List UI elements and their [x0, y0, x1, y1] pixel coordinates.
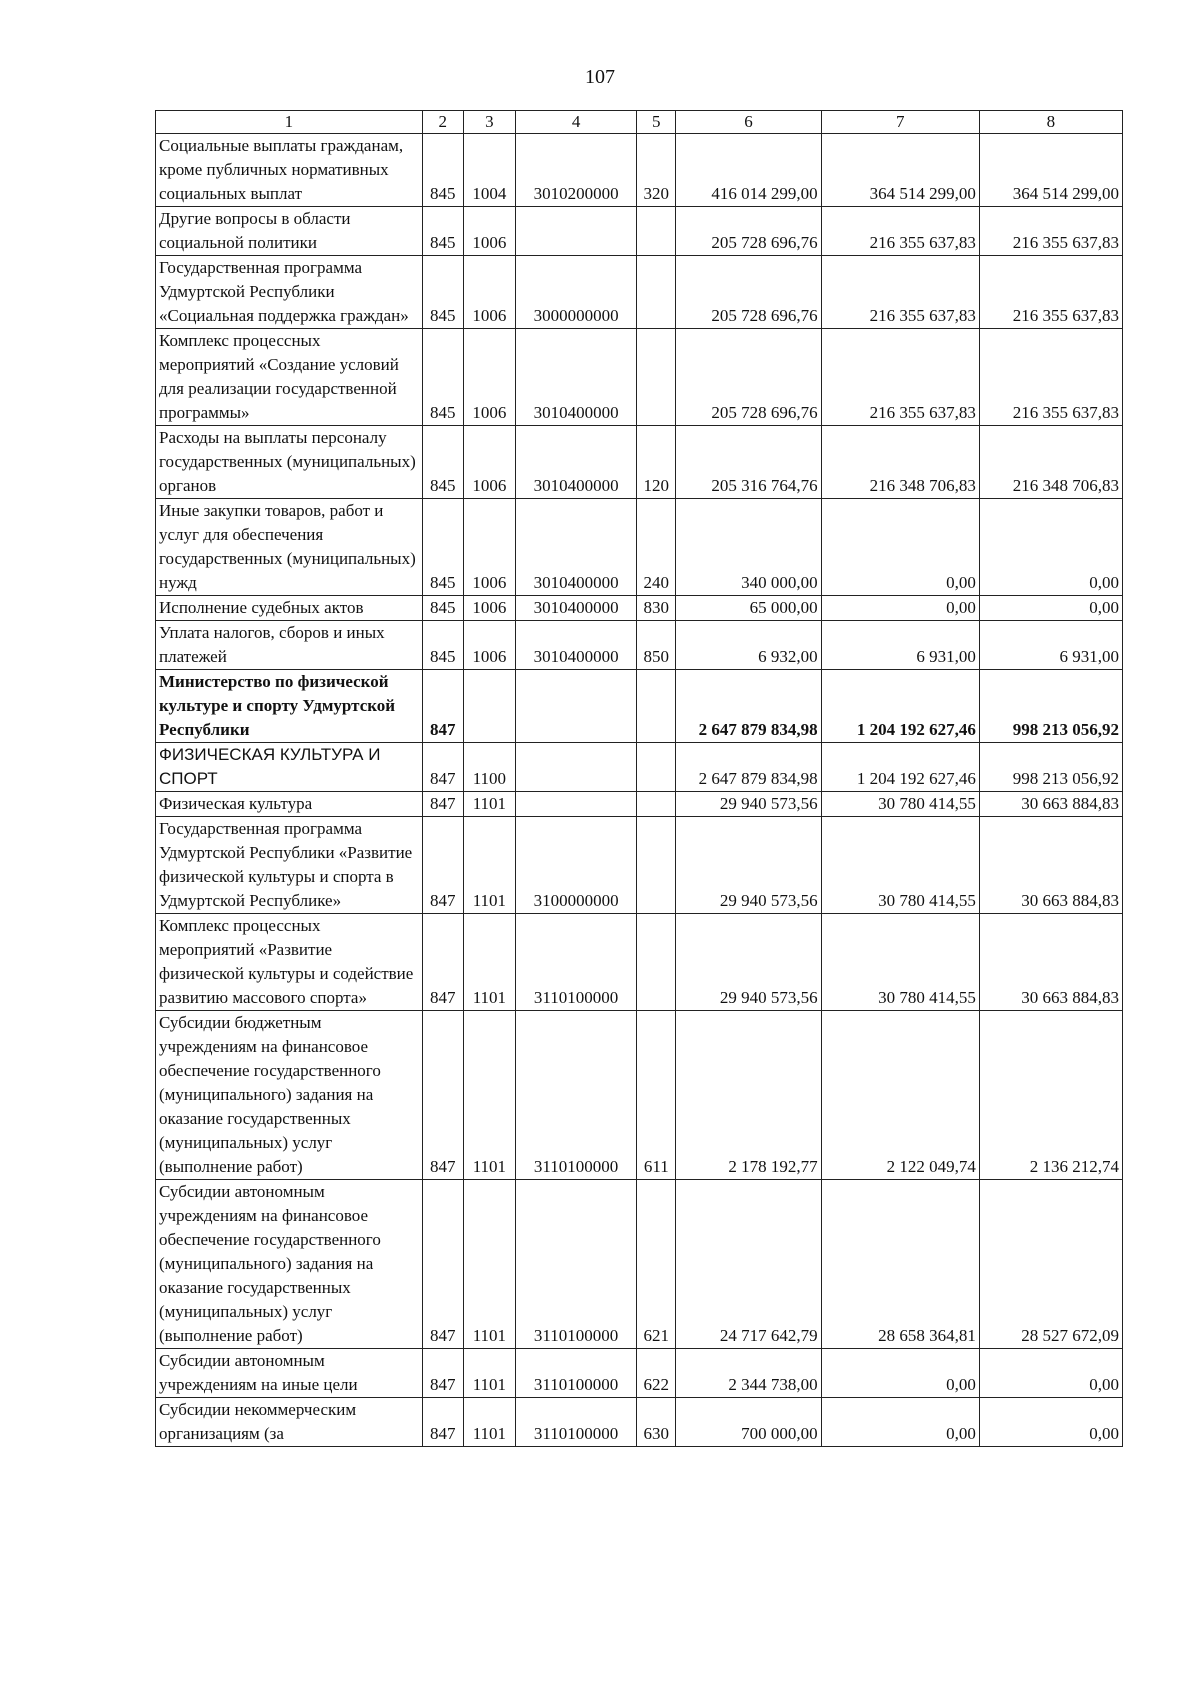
header-col-6: 6	[676, 111, 821, 134]
amount-col-6: 416 014 299,00	[676, 134, 821, 207]
amount-col-7: 0,00	[821, 596, 979, 621]
expense-type-code: 622	[637, 1349, 676, 1398]
amount-col-8: 28 527 672,09	[979, 1180, 1122, 1349]
ved-code: 845	[422, 134, 463, 207]
amount-col-6: 29 940 573,56	[676, 792, 821, 817]
amount-col-7: 216 355 637,83	[821, 329, 979, 426]
amount-col-7: 0,00	[821, 499, 979, 596]
amount-col-8: 216 355 637,83	[979, 329, 1122, 426]
amount-col-7: 30 780 414,55	[821, 914, 979, 1011]
expense-type-code: 621	[637, 1180, 676, 1349]
amount-col-6: 205 728 696,76	[676, 207, 821, 256]
table-row	[156, 914, 1123, 1011]
section-code: 1006	[463, 256, 515, 329]
target-article-code: 3110100000	[515, 1398, 636, 1447]
amount-col-6: 65 000,00	[676, 596, 821, 621]
section-code: 1006	[463, 621, 515, 670]
table-row	[156, 621, 1123, 670]
ved-code: 845	[422, 499, 463, 596]
row-name: ФИЗИЧЕСКАЯ КУЛЬТУРА И СПОРТ	[156, 743, 423, 792]
ved-code: 847	[422, 743, 463, 792]
amount-col-6: 2 647 879 834,98	[676, 743, 821, 792]
amount-col-6: 700 000,00	[676, 1398, 821, 1447]
ved-code: 847	[422, 792, 463, 817]
target-article-code: 3110100000	[515, 1349, 636, 1398]
amount-col-7: 6 931,00	[821, 621, 979, 670]
ved-code: 845	[422, 596, 463, 621]
table-row	[156, 207, 1123, 256]
table-row	[156, 134, 1123, 207]
target-article-code: 3110100000	[515, 1180, 636, 1349]
section-code: 1004	[463, 134, 515, 207]
amount-col-6: 2 178 192,77	[676, 1011, 821, 1180]
budget-table-body	[156, 134, 1123, 1447]
target-article-code: 3110100000	[515, 1011, 636, 1180]
amount-col-8: 30 663 884,83	[979, 792, 1122, 817]
target-article-code	[515, 207, 636, 256]
amount-col-6: 29 940 573,56	[676, 817, 821, 914]
amount-col-8: 998 213 056,92	[979, 743, 1122, 792]
expense-type-code	[637, 792, 676, 817]
expense-type-code: 120	[637, 426, 676, 499]
table-row	[156, 1180, 1123, 1349]
amount-col-7: 0,00	[821, 1398, 979, 1447]
table-row	[156, 596, 1123, 621]
header-col-7: 7	[821, 111, 979, 134]
amount-col-8: 0,00	[979, 596, 1122, 621]
header-col-8: 8	[979, 111, 1122, 134]
row-name: Государственная программа Удмуртской Республики «Социальная поддержка граждан»	[156, 256, 423, 329]
section-code: 1006	[463, 499, 515, 596]
amount-col-6: 24 717 642,79	[676, 1180, 821, 1349]
table-row	[156, 256, 1123, 329]
row-name: Субсидии некоммерческим организациям (за	[156, 1398, 423, 1447]
row-name: Иные закупки товаров, работ и услуг для обеспечения государственных (муниципальных) нужд	[156, 499, 423, 596]
table-row	[156, 426, 1123, 499]
amount-col-7: 364 514 299,00	[821, 134, 979, 207]
row-name: Государственная программа Удмуртской Республики «Развитие физической культуры и спорта в Удмуртской Республике»	[156, 817, 423, 914]
section-code: 1101	[463, 1180, 515, 1349]
ved-code: 847	[422, 914, 463, 1011]
amount-col-8: 30 663 884,83	[979, 817, 1122, 914]
header-col-5: 5	[637, 111, 676, 134]
expense-type-code	[637, 817, 676, 914]
expense-type-code	[637, 743, 676, 792]
table-row	[156, 792, 1123, 817]
row-name: Расходы на выплаты персоналу государственных (муниципальных) органов	[156, 426, 423, 499]
target-article-code	[515, 670, 636, 743]
amount-col-6: 205 316 764,76	[676, 426, 821, 499]
section-code: 1101	[463, 1398, 515, 1447]
target-article-code: 3010400000	[515, 329, 636, 426]
target-article-code: 3010400000	[515, 499, 636, 596]
expense-type-code: 830	[637, 596, 676, 621]
ved-code: 845	[422, 426, 463, 499]
table-row	[156, 1349, 1123, 1398]
ved-code: 847	[422, 1011, 463, 1180]
amount-col-6: 29 940 573,56	[676, 914, 821, 1011]
amount-col-7: 28 658 364,81	[821, 1180, 979, 1349]
target-article-code: 3010400000	[515, 596, 636, 621]
expense-type-code: 611	[637, 1011, 676, 1180]
section-code: 1100	[463, 743, 515, 792]
row-name: Комплекс процессных мероприятий «Развитие физической культуры и содействие развитию массового спорта»	[156, 914, 423, 1011]
target-article-code	[515, 792, 636, 817]
expense-type-code	[637, 207, 676, 256]
target-article-code	[515, 743, 636, 792]
ved-code: 847	[422, 670, 463, 743]
amount-col-6: 2 647 879 834,98	[676, 670, 821, 743]
ved-code: 847	[422, 1398, 463, 1447]
expense-type-code	[637, 329, 676, 426]
table-row	[156, 817, 1123, 914]
amount-col-6: 205 728 696,76	[676, 329, 821, 426]
section-code: 1006	[463, 329, 515, 426]
expense-type-code: 850	[637, 621, 676, 670]
amount-col-7: 30 780 414,55	[821, 817, 979, 914]
amount-col-7: 1 204 192 627,46	[821, 743, 979, 792]
table-row	[156, 329, 1123, 426]
amount-col-8: 998 213 056,92	[979, 670, 1122, 743]
amount-col-6: 6 932,00	[676, 621, 821, 670]
amount-col-6: 2 344 738,00	[676, 1349, 821, 1398]
amount-col-7: 216 355 637,83	[821, 207, 979, 256]
header-col-3: 3	[463, 111, 515, 134]
ved-code: 847	[422, 1180, 463, 1349]
target-article-code: 3010400000	[515, 621, 636, 670]
amount-col-7: 1 204 192 627,46	[821, 670, 979, 743]
amount-col-8: 0,00	[979, 1349, 1122, 1398]
table-row	[156, 499, 1123, 596]
row-name: Исполнение судебных актов	[156, 596, 423, 621]
section-code: 1006	[463, 596, 515, 621]
amount-col-8: 30 663 884,83	[979, 914, 1122, 1011]
amount-col-7: 216 355 637,83	[821, 256, 979, 329]
expense-type-code: 240	[637, 499, 676, 596]
table-row	[156, 743, 1123, 792]
amount-col-8: 0,00	[979, 499, 1122, 596]
amount-col-8: 364 514 299,00	[979, 134, 1122, 207]
header-col-4: 4	[515, 111, 636, 134]
amount-col-7: 2 122 049,74	[821, 1011, 979, 1180]
table-row	[156, 1398, 1123, 1447]
page-number: 107	[585, 66, 615, 88]
section-code: 1101	[463, 1011, 515, 1180]
header-col-2: 2	[422, 111, 463, 134]
section-code: 1006	[463, 426, 515, 499]
section-code: 1101	[463, 792, 515, 817]
amount-col-8: 216 355 637,83	[979, 256, 1122, 329]
expense-type-code	[637, 256, 676, 329]
section-code: 1101	[463, 817, 515, 914]
amount-col-8: 216 355 637,83	[979, 207, 1122, 256]
ved-code: 847	[422, 817, 463, 914]
ved-code: 845	[422, 256, 463, 329]
amount-col-8: 0,00	[979, 1398, 1122, 1447]
expense-type-code	[637, 914, 676, 1011]
row-name: Комплекс процессных мероприятий «Создание условий для реализации государственной программы»	[156, 329, 423, 426]
budget-table	[155, 110, 1123, 1447]
row-name: Министерство по физической культуре и спорту Удмуртской Республики	[156, 670, 423, 743]
header-row	[156, 111, 1123, 134]
section-code	[463, 670, 515, 743]
expense-type-code: 320	[637, 134, 676, 207]
row-name: Другие вопросы в области социальной политики	[156, 207, 423, 256]
row-name: Субсидии автономным учреждениям на иные цели	[156, 1349, 423, 1398]
amount-col-8: 2 136 212,74	[979, 1011, 1122, 1180]
table-row	[156, 1011, 1123, 1180]
ved-code: 845	[422, 621, 463, 670]
amount-col-6: 205 728 696,76	[676, 256, 821, 329]
section-code: 1101	[463, 914, 515, 1011]
row-name: Социальные выплаты гражданам, кроме публичных нормативных социальных выплат	[156, 134, 423, 207]
section-code: 1101	[463, 1349, 515, 1398]
amount-col-6: 340 000,00	[676, 499, 821, 596]
row-name: Субсидии автономным учреждениям на финансовое обеспечение государственного (муниципального) задания на оказание государственных (муниципальных) услуг (выполнение работ)	[156, 1180, 423, 1349]
row-name: Физическая культура	[156, 792, 423, 817]
section-code: 1006	[463, 207, 515, 256]
target-article-code: 3100000000	[515, 817, 636, 914]
expense-type-code: 630	[637, 1398, 676, 1447]
ved-code: 845	[422, 329, 463, 426]
ved-code: 847	[422, 1349, 463, 1398]
amount-col-8: 6 931,00	[979, 621, 1122, 670]
row-name: Уплата налогов, сборов и иных платежей	[156, 621, 423, 670]
target-article-code: 3010200000	[515, 134, 636, 207]
amount-col-8: 216 348 706,83	[979, 426, 1122, 499]
ved-code: 845	[422, 207, 463, 256]
target-article-code: 3010400000	[515, 426, 636, 499]
header-col-1: 1	[156, 111, 423, 134]
target-article-code: 3000000000	[515, 256, 636, 329]
target-article-code: 3110100000	[515, 914, 636, 1011]
row-name: Субсидии бюджетным учреждениям на финансовое обеспечение государственного (муниципального) задания на оказание государственных (муниципальных) услуг (выполнение работ)	[156, 1011, 423, 1180]
amount-col-7: 30 780 414,55	[821, 792, 979, 817]
amount-col-7: 0,00	[821, 1349, 979, 1398]
expense-type-code	[637, 670, 676, 743]
amount-col-7: 216 348 706,83	[821, 426, 979, 499]
table-row	[156, 670, 1123, 743]
